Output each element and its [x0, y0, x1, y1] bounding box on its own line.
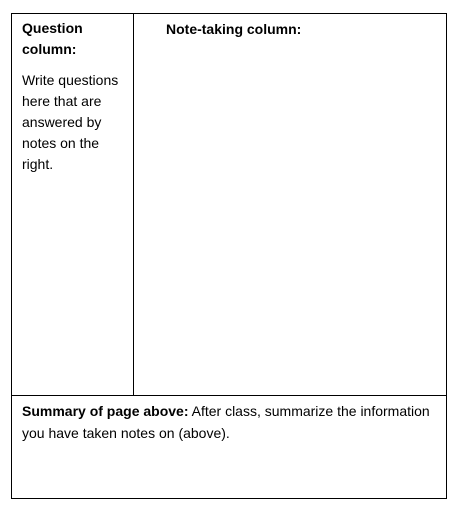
- cornell-notes-template: [11, 13, 447, 499]
- summary-paragraph: [22, 400, 436, 444]
- question-column-instructions: Write questions here that are answered by notes on the right.: [22, 72, 119, 172]
- summary-label: Summary of page above:: [22, 403, 189, 419]
- summary-instructions: After class, summarize the information you have taken notes on (above).: [22, 403, 430, 441]
- note-taking-column-heading: Note-taking column:: [166, 21, 302, 37]
- question-column: [12, 14, 134, 395]
- note-taking-column: [134, 14, 447, 395]
- question-column-heading: Question column:: [22, 20, 83, 57]
- summary-section: [12, 395, 446, 498]
